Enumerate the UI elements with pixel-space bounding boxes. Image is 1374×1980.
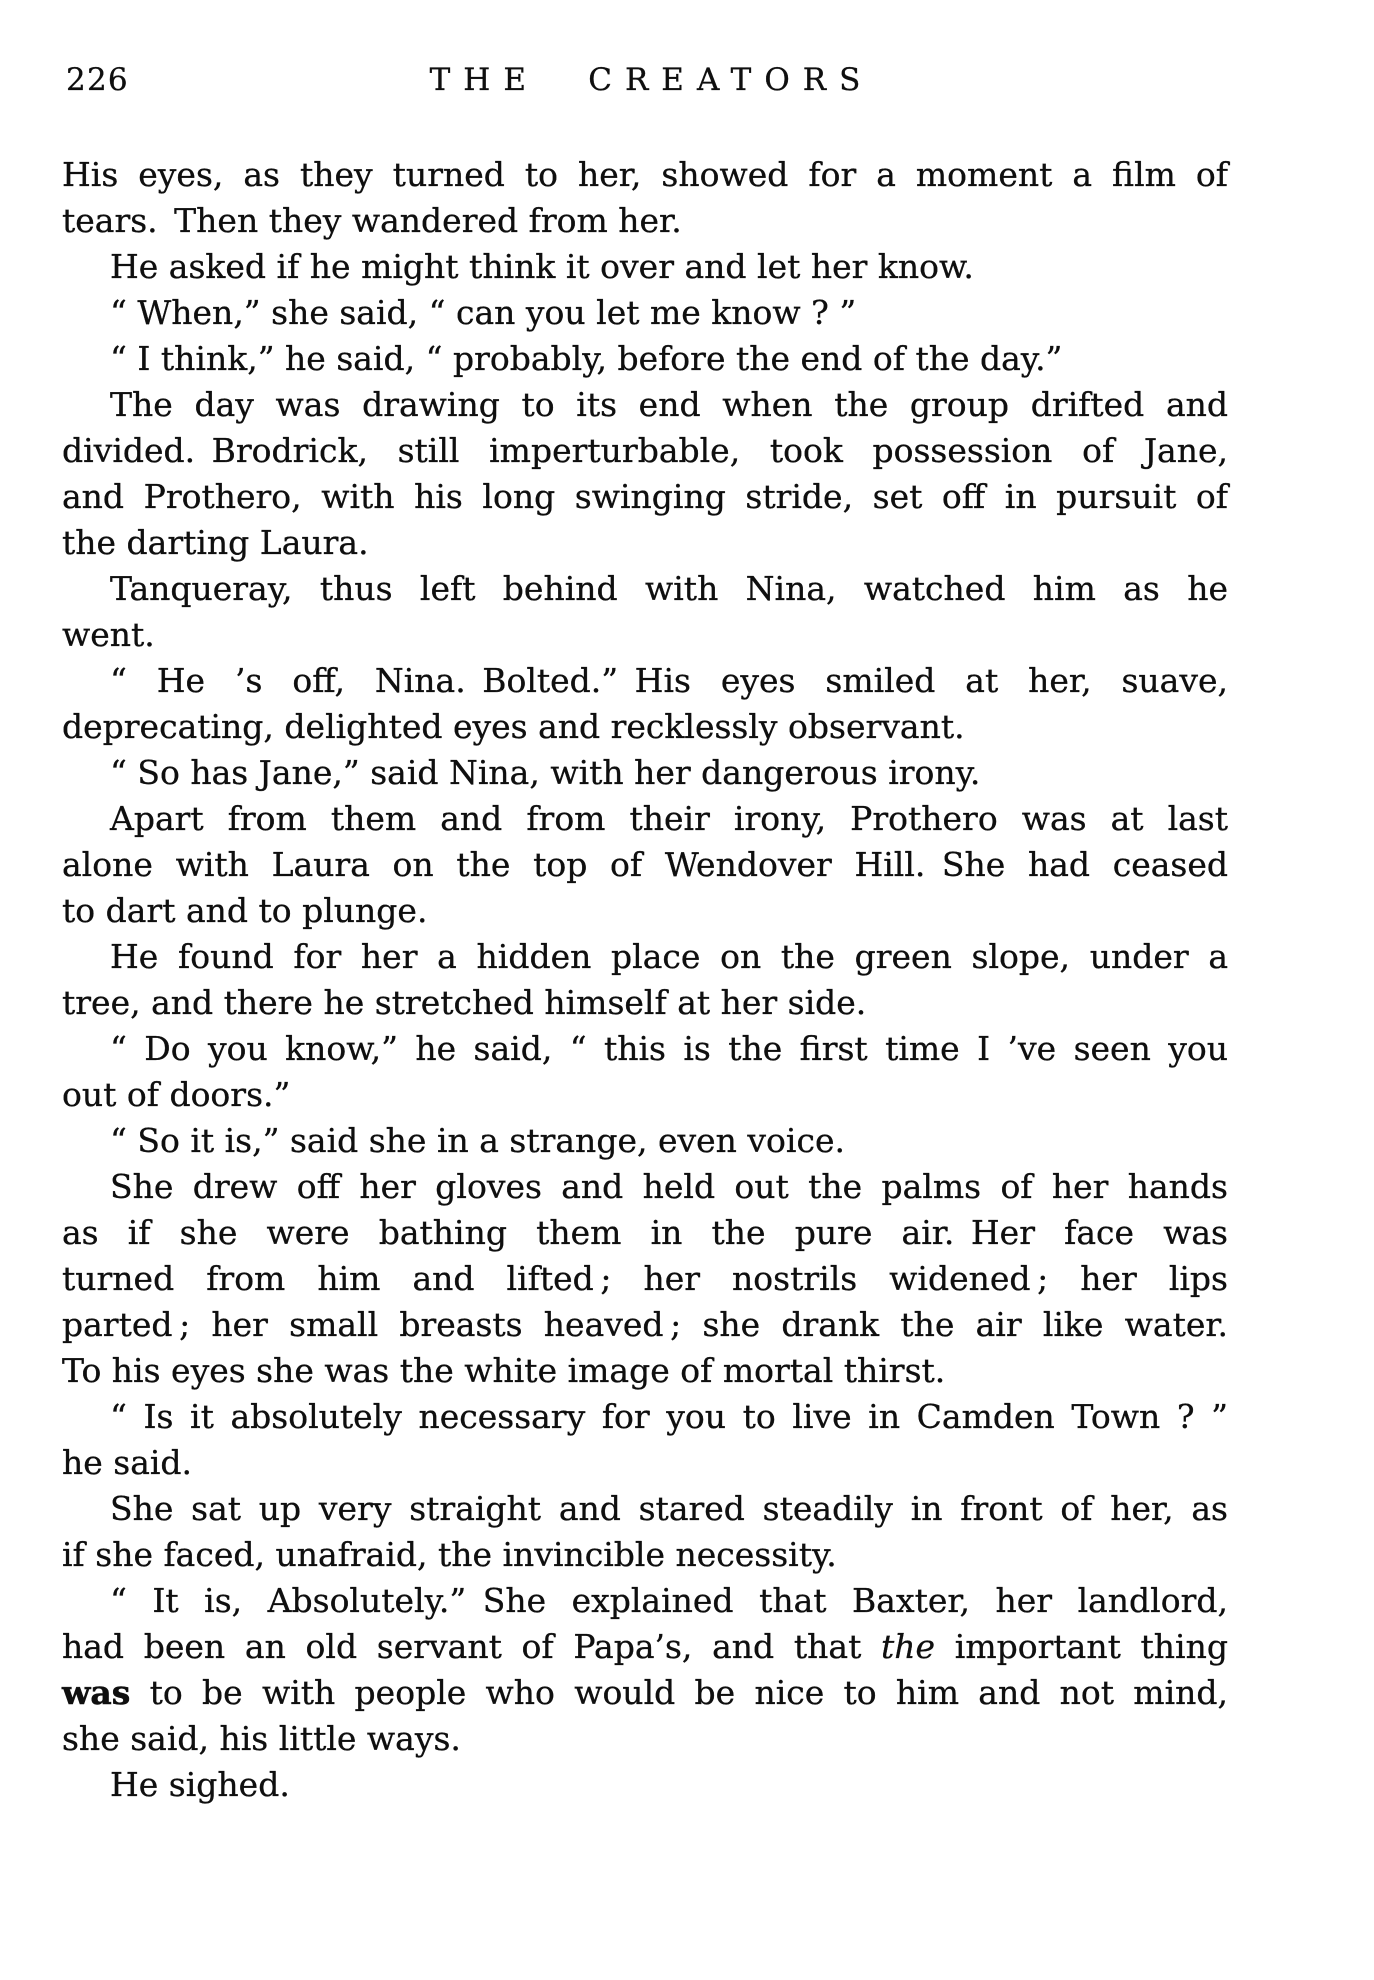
text-segment: the: [881, 1627, 936, 1666]
text-segment: divided. Brodrick, still imperturbable, took possession of Jane,: [62, 431, 1228, 470]
text-line: [62, 612, 1228, 658]
text-segment: as if she were bathing them in the pure air. Her face was: [62, 1213, 1228, 1252]
text-line: [62, 1440, 1228, 1486]
page-header: [62, 62, 1228, 108]
text-line: [62, 1532, 1228, 1578]
text-segment: “ I think,” he said, “ probably, before the end of the day.”: [110, 339, 1063, 378]
text-line: [62, 1026, 1228, 1072]
text-line: [62, 382, 1228, 428]
text-line: [62, 336, 1228, 382]
text-segment: The day was drawing to its end when the group drifted and: [110, 385, 1228, 424]
text-segment: Tanqueray, thus left behind with Nina, watched him as he: [110, 569, 1228, 608]
text-segment: went.: [62, 615, 155, 654]
text-line: [62, 1486, 1228, 1532]
text-line: [62, 1624, 1228, 1670]
text-line: [62, 474, 1228, 520]
page-number: 226: [66, 62, 129, 98]
text-line: [62, 1256, 1228, 1302]
text-line: [62, 888, 1228, 934]
text-segment: parted ; her small breasts heaved ; she drank the air like water.: [62, 1305, 1228, 1344]
text-segment: “ When,” she said, “ can you let me know ? ”: [110, 293, 857, 332]
text-line: [62, 566, 1228, 612]
text-line: [62, 750, 1228, 796]
text-segment: she said, his little ways.: [62, 1719, 461, 1758]
text-line: [62, 934, 1228, 980]
text-segment: had been an old servant of Papa’s, and that: [62, 1627, 882, 1666]
text-segment: out of doors.”: [62, 1075, 291, 1114]
text-segment: if she faced, unafraid, the invincible necessity.: [62, 1535, 837, 1574]
text-line: [62, 1670, 1228, 1716]
text-segment: to be with people who would be nice to him and not mind,: [130, 1673, 1228, 1712]
text-segment: He found for her a hidden place on the green slope, under a: [110, 937, 1228, 976]
running-title: THE CREATORS: [429, 62, 874, 98]
text-segment: turned from him and lifted ; her nostrils widened ; her lips: [62, 1259, 1228, 1298]
text-line: [62, 1762, 1228, 1808]
text-segment: “ Do you know,” he said, “ this is the first time I ’ve seen you: [110, 1029, 1228, 1068]
text-segment: Apart from them and from their irony, Prothero was at last: [110, 799, 1228, 838]
text-line: [62, 1164, 1228, 1210]
text-segment: To his eyes she was the white image of mortal thirst.: [62, 1351, 946, 1390]
text-segment: tree, and there he stretched himself at her side.: [62, 983, 867, 1022]
text-line: [62, 1716, 1228, 1762]
text-segment: he said.: [62, 1443, 193, 1482]
text-line: [62, 1210, 1228, 1256]
text-segment: He sighed.: [110, 1765, 290, 1804]
text-line: [62, 290, 1228, 336]
text-segment: to dart and to plunge.: [62, 891, 428, 930]
text-line: [62, 520, 1228, 566]
text-line: [62, 1118, 1228, 1164]
text-line: [62, 1394, 1228, 1440]
text-line: [62, 1302, 1228, 1348]
text-segment: “ So it is,” said she in a strange, even voice.: [110, 1121, 845, 1160]
text-segment: She sat up very straight and stared steadily in front of her, as: [110, 1489, 1228, 1528]
text-segment: deprecating, delighted eyes and recklessly observant.: [62, 707, 965, 746]
text-segment: the darting Laura.: [62, 523, 369, 562]
text-line: [62, 1072, 1228, 1118]
text-segment: His eyes, as they turned to her, showed for a moment a film of: [62, 155, 1228, 194]
text-line: [62, 428, 1228, 474]
text-segment: was: [62, 1673, 131, 1712]
text-segment: and Prothero, with his long swinging stride, set off in pursuit of: [62, 477, 1228, 516]
text-segment: alone with Laura on the top of Wendover Hill. She had ceased: [62, 845, 1228, 884]
text-line: [62, 842, 1228, 888]
text-line: [62, 244, 1228, 290]
text-line: [62, 1348, 1228, 1394]
text-segment: “ Is it absolutely necessary for you to live in Camden Town ? ”: [110, 1397, 1228, 1436]
text-segment: tears. Then they wandered from her.: [62, 201, 682, 240]
text-line: [62, 796, 1228, 842]
text-segment: “ So has Jane,” said Nina, with her dangerous irony.: [110, 753, 981, 792]
text-line: [62, 152, 1228, 198]
text-segment: “ It is, Absolutely.” She explained that Baxter, her landlord,: [110, 1581, 1228, 1620]
body-text: [62, 152, 1228, 1808]
text-segment: She drew off her gloves and held out the palms of her hands: [110, 1167, 1228, 1206]
text-line: [62, 1578, 1228, 1624]
text-line: [62, 704, 1228, 750]
text-segment: “ He ’s off, Nina. Bolted.” His eyes smiled at her, suave,: [110, 661, 1228, 700]
text-segment: important thing: [935, 1627, 1228, 1666]
text-line: [62, 658, 1228, 704]
text-line: [62, 198, 1228, 244]
text-line: [62, 980, 1228, 1026]
text-segment: He asked if he might think it over and let her know.: [110, 247, 974, 286]
